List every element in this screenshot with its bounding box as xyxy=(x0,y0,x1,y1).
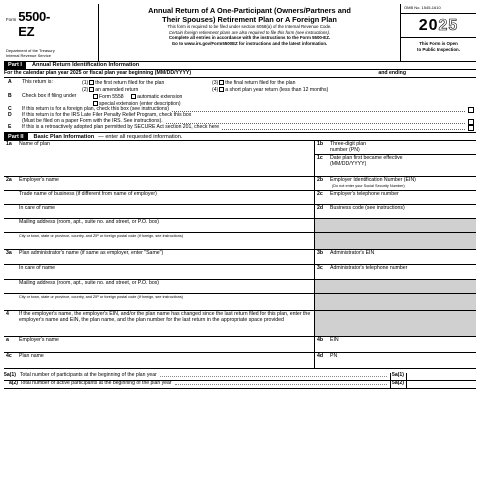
num-4a: a xyxy=(6,337,9,344)
prior-pn-field[interactable] xyxy=(314,353,476,368)
row-3a xyxy=(4,250,476,265)
line-e-key: E xyxy=(8,124,12,131)
row-trade-name xyxy=(4,191,476,205)
part1-lines xyxy=(4,78,476,133)
form-5558-checkbox[interactable] xyxy=(93,94,98,99)
label-in-care: In care of name xyxy=(19,205,56,212)
title-block xyxy=(99,4,400,61)
label-1b: Three-digit plan number (PN) xyxy=(330,141,367,154)
label-city: City or town, state or province, country, and ZIP or foreign postal code (if foreign, see instructions) xyxy=(19,234,184,239)
special-extension-checkbox[interactable] xyxy=(93,101,98,106)
tax-year-prefix: 20 xyxy=(418,17,439,34)
label-mailing: Mailing address (room, apt., suite no. and street, or P.O. box) xyxy=(19,219,160,226)
form-header xyxy=(4,4,476,62)
line-b-key: B xyxy=(8,92,12,99)
plan-number-field[interactable] xyxy=(315,141,476,155)
part2-label: Part II xyxy=(4,133,28,140)
num-4b: 4b xyxy=(317,337,324,344)
label-city-2: City or town, state or province, country, and ZIP or foreign postal code (if foreign, see instructions) xyxy=(19,295,184,300)
part1-title: Annual Return Identification Information xyxy=(32,62,140,69)
public-inspection-note xyxy=(401,38,476,52)
label-1c: Date plan first became effective (MM/DD/YYYY) xyxy=(330,155,403,168)
row-in-care xyxy=(4,205,476,219)
line-d-text1: If this return is for the IRS Late Filer Penalty Relief Program, check this box xyxy=(22,112,192,119)
employer-ein-field[interactable] xyxy=(314,177,476,190)
prior-employer-name-field[interactable] xyxy=(4,337,314,352)
label-1a: Name of plan xyxy=(19,141,50,148)
shaded-area-5 xyxy=(314,311,476,336)
prior-ein-field[interactable] xyxy=(314,337,476,352)
active-participants-field[interactable] xyxy=(406,381,476,388)
line-4-text-block xyxy=(4,311,314,336)
label-2c: Employer's telephone number xyxy=(330,191,399,198)
label-4: If the employer's name, the employer's EIN, and/or the plan name has changed since the last return filed for this plan, enter the employer's name and EIN, the plan name, and the plan number for the last return in the appropriate space provided xyxy=(19,311,311,324)
part1-header xyxy=(4,62,476,70)
form-number: 5500-EZ xyxy=(18,9,50,39)
b-opt1-label: Form 5558 xyxy=(99,93,124,100)
administrator-phone-field[interactable] xyxy=(314,265,476,279)
shaded-area-2 xyxy=(314,233,476,249)
business-code-field[interactable] xyxy=(314,205,476,218)
num-2d: 2d xyxy=(317,205,324,212)
city-state-field-2[interactable] xyxy=(4,294,314,310)
mailing-address-field[interactable] xyxy=(4,219,314,232)
num-3a: 3a xyxy=(6,250,12,257)
num-3c: 3c xyxy=(317,265,323,272)
label-in-care-2: In care of name xyxy=(19,265,56,272)
b-opt2-label: automatic extension xyxy=(137,93,183,100)
form-title-line1: Annual Return of A One-Participant (Owners/Partners and xyxy=(148,6,351,15)
line-c-text: If this return is for a foreign plan, check this box (see instructions) xyxy=(22,106,169,113)
administrator-name-field[interactable] xyxy=(4,250,314,264)
form-id-block xyxy=(4,4,99,61)
a-opt3-label: the final return filed for the plan xyxy=(225,80,296,86)
row-4c xyxy=(4,353,476,369)
line-a-key: A xyxy=(8,79,12,85)
part2-header xyxy=(4,133,476,141)
shaded-area-4 xyxy=(314,294,476,310)
num-2c: 2c xyxy=(317,191,323,198)
automatic-extension-checkbox[interactable] xyxy=(131,94,136,99)
plan-name-field[interactable] xyxy=(4,141,314,176)
col-1bc xyxy=(314,141,476,176)
line-e xyxy=(4,125,476,131)
service: Internal Revenue Service xyxy=(6,53,51,59)
employer-phone-field[interactable] xyxy=(314,191,476,204)
short-year-checkbox[interactable] xyxy=(219,87,224,92)
a-opt3-num: (3) xyxy=(212,80,219,86)
secure-act-checkbox[interactable] xyxy=(468,125,474,131)
omb-number: OMB No. 1545-1610 xyxy=(401,4,476,14)
row-mailing xyxy=(4,219,476,233)
shaded-area-1 xyxy=(314,219,476,232)
row-1 xyxy=(4,141,476,177)
a-opt1-num: (1) xyxy=(82,80,89,86)
subtitle-1: This form is required to be filed under section 6058(a) of the Internal Revenue Code. xyxy=(167,24,332,30)
label-2d: Business code (see instructions) xyxy=(330,205,405,212)
num-5a2: a(2) xyxy=(8,380,18,387)
label-3c: Administrator's telephone number xyxy=(330,265,408,272)
b-opt3-label: special extension (enter description) xyxy=(99,100,181,107)
tax-year-suffix: 25 xyxy=(438,17,459,34)
and-ending-text[interactable]: and ending xyxy=(378,69,406,76)
label-trade-name: Trade name of business (if different from name of employer) xyxy=(19,191,157,198)
line-a-text: This return is: xyxy=(22,79,53,85)
num-1b: 1b xyxy=(317,141,324,148)
num-4c: 4c xyxy=(6,353,12,360)
calendar-year-text[interactable]: For the calendar plan year 2025 or fiscal plan year beginning (MM/DD/YYYY) xyxy=(4,69,192,76)
subtitle-3: Complete all entries in accordance with the instructions to the Form 5500-EZ. xyxy=(168,35,331,41)
row-city-2 xyxy=(4,294,476,311)
label-2b-note: (Do not enter your Social Security Number) xyxy=(332,184,405,189)
label-5a1: Total number of participants at the beginning of the plan year xyxy=(20,372,157,379)
num-2a: 2a xyxy=(6,177,12,184)
row-mailing-2 xyxy=(4,280,476,294)
label-mailing-2: Mailing address (room, apt., suite no. and street, or P.O. box) xyxy=(19,280,160,287)
row-4a xyxy=(4,337,476,353)
line-c-key: C xyxy=(8,106,12,113)
line-a xyxy=(4,80,476,94)
a-opt2-num: (2) xyxy=(82,86,89,93)
part2-title: Basic Plan Information xyxy=(33,133,95,140)
form-label: Form xyxy=(6,17,17,22)
num-2b: 2b xyxy=(317,177,324,184)
a-opt2-label: an amended return xyxy=(95,86,139,93)
label-3a: Plan administrator's name (if same as employer, enter "Same") xyxy=(19,250,164,257)
num-4d: 4d xyxy=(317,353,324,360)
open-line2: to Public Inspection. xyxy=(417,46,460,52)
administrator-ein-field[interactable] xyxy=(314,250,476,264)
num-3b: 3b xyxy=(317,250,324,257)
city-state-field[interactable] xyxy=(4,233,314,249)
agency-block xyxy=(6,49,96,59)
row-4 xyxy=(4,311,476,337)
line-b-text: Check box if filing under xyxy=(22,92,77,99)
label-2a: Employer's name xyxy=(19,177,59,184)
line-b xyxy=(4,94,476,108)
label-3b: Administrator's EIN xyxy=(330,250,375,257)
row-city xyxy=(4,233,476,250)
row-5a2 xyxy=(4,381,476,389)
subtitle-2: Certain foreign retirement plans are also required to file this form (see instructions). xyxy=(168,29,331,35)
part1-label: Part I xyxy=(4,62,26,69)
row-2a xyxy=(4,177,476,191)
row-in-care-2 xyxy=(4,265,476,280)
trade-name-field[interactable] xyxy=(4,191,314,204)
employer-name-field[interactable] xyxy=(4,177,314,190)
prior-plan-name-field[interactable] xyxy=(4,353,314,368)
num-4: 4 xyxy=(6,311,9,318)
label-4d: PN xyxy=(330,353,338,360)
participants-begin-field[interactable] xyxy=(406,373,476,380)
in-care-field[interactable] xyxy=(4,205,314,218)
in-care-field-2[interactable] xyxy=(4,265,314,279)
label-4b: EIN xyxy=(330,337,339,344)
num-1a: 1a xyxy=(6,141,12,148)
subtitle-4: Go to www.irs.gov/Form5500EZ for instructions and the latest information. xyxy=(171,40,328,46)
line-d-key: D xyxy=(8,112,12,119)
form-number-line xyxy=(6,10,96,40)
shaded-area-3 xyxy=(314,280,476,293)
open-line1: This Form is Open xyxy=(419,41,458,46)
final-return-checkbox[interactable] xyxy=(219,80,224,85)
year-block xyxy=(400,4,476,61)
label-5a2: Total number of active participants at the beginning of the plan year xyxy=(20,380,172,387)
label-4a: Employer's name xyxy=(19,337,59,344)
department: Department of the Treasury xyxy=(6,48,55,54)
part2-note: — enter all requested information. xyxy=(98,133,183,140)
a-opt4-label: a short plan year return (less than 12 months) xyxy=(225,86,329,93)
a-opt1-label: the first return filed for the plan xyxy=(95,80,165,86)
label-2b: Employer Identification Number (EIN) xyxy=(330,177,416,184)
calendar-year-line xyxy=(4,70,476,78)
box-5a2: 5a(2) xyxy=(390,381,406,388)
line-e-text: If this is a retroactively adopted plan permitted by SECURE Act section 201, check here xyxy=(22,124,220,131)
num-5a1: 5a(1) xyxy=(4,372,16,379)
mailing-address-field-2[interactable] xyxy=(4,280,314,293)
first-return-checkbox[interactable] xyxy=(89,80,94,85)
box-5a1: 5a(1) xyxy=(390,373,406,380)
label-4c: Plan name xyxy=(19,353,44,360)
line-d-text2: (Must be filed on a paper Form with the IRS. See instructions). xyxy=(22,118,163,125)
effective-date-field[interactable] xyxy=(315,155,476,176)
num-1c: 1c xyxy=(317,155,323,162)
tax-year xyxy=(401,14,476,38)
a-opt4-num: (4) xyxy=(212,86,219,93)
amended-return-checkbox[interactable] xyxy=(89,87,94,92)
form-title-line2: Their Spouses) Retirement Plan or A Foreign Plan xyxy=(162,14,337,24)
